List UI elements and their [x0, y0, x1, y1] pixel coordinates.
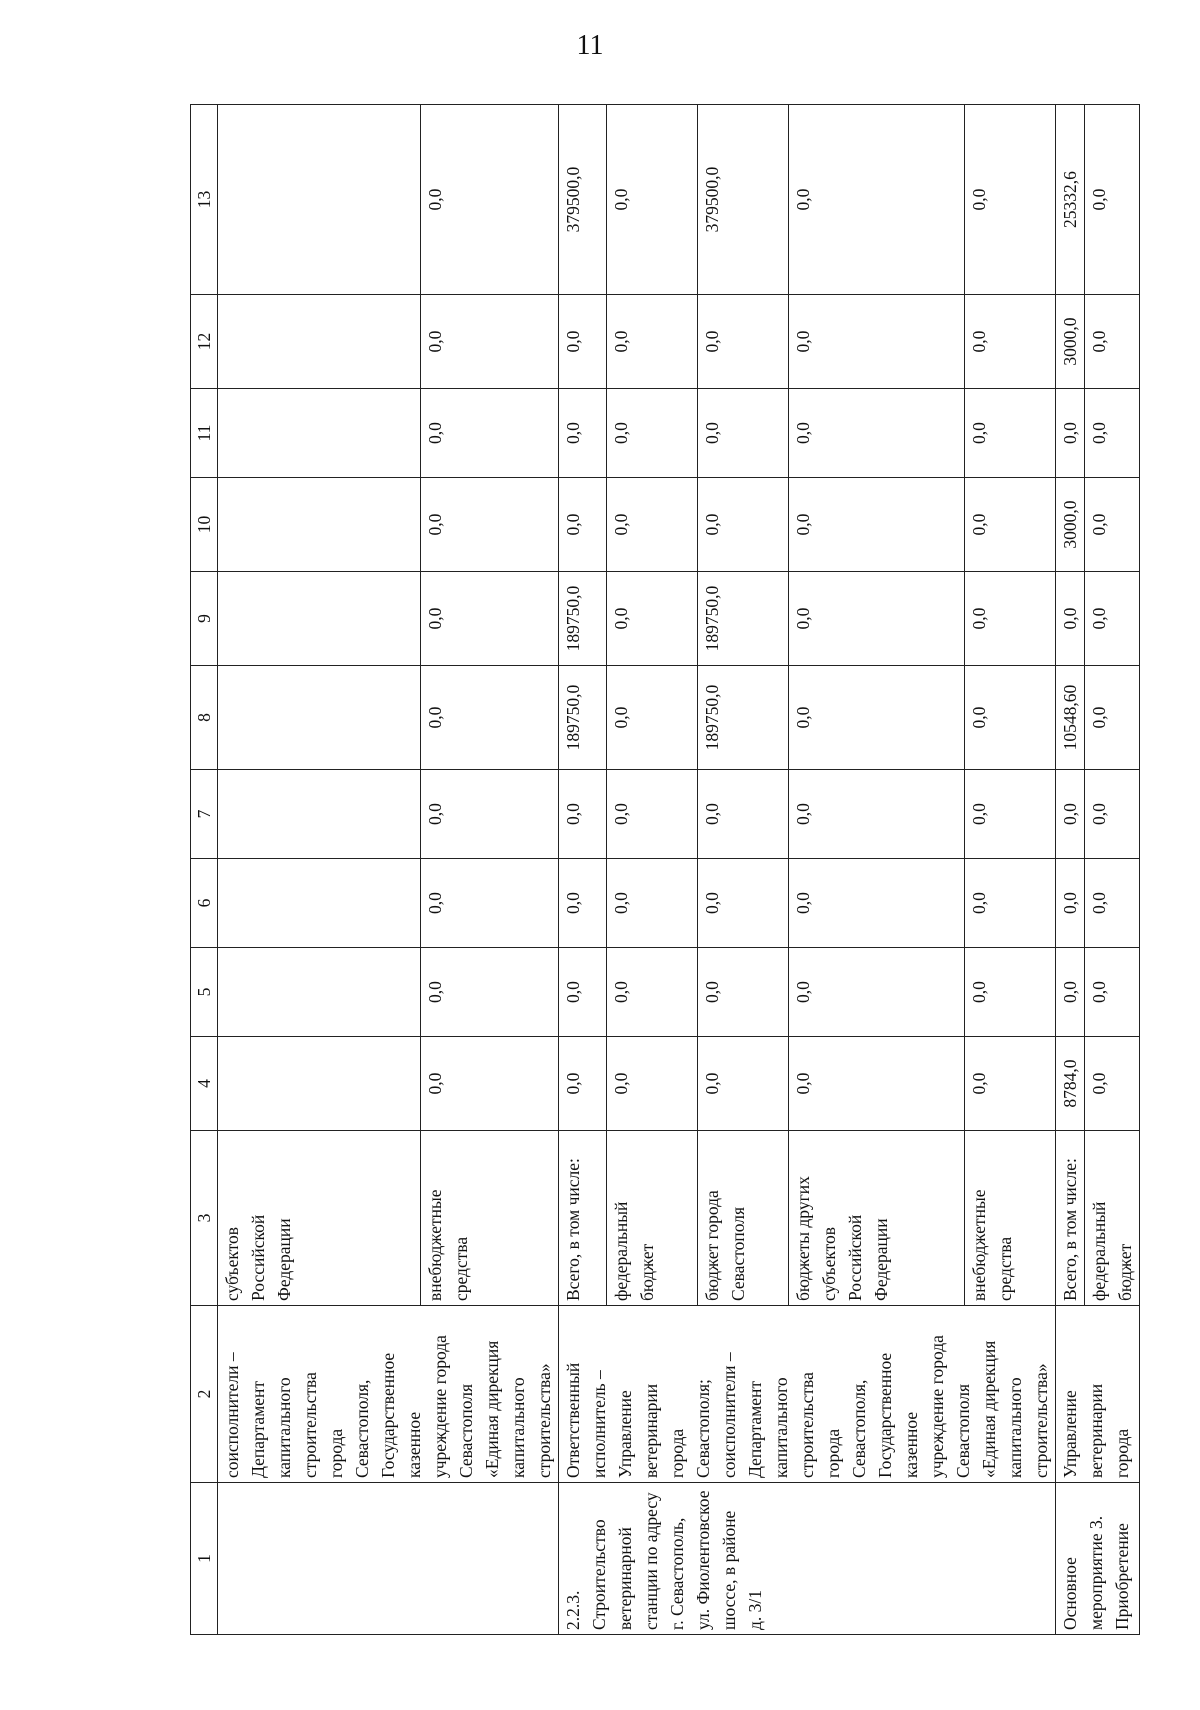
value-cell: 0,0 — [421, 666, 559, 770]
value-cell: 0,0 — [1085, 572, 1140, 666]
funding-source-cell: федеральный бюджет — [1085, 1131, 1140, 1306]
value-cell: 0,0 — [788, 859, 965, 948]
col-header: 9 — [191, 572, 218, 666]
rotated-table-wrapper — [190, 105, 1145, 1635]
value-cell: 0,0 — [559, 948, 607, 1037]
value-cell — [218, 666, 421, 770]
value-cell: 0,0 — [606, 295, 697, 389]
col-header: 2 — [191, 1306, 218, 1483]
col-header: 7 — [191, 770, 218, 859]
col-header: 5 — [191, 948, 218, 1037]
value-cell: 0,0 — [1056, 389, 1085, 478]
value-cell: 0,0 — [788, 572, 965, 666]
value-cell: 0,0 — [965, 859, 1056, 948]
value-cell: 0,0 — [606, 478, 697, 572]
value-cell: 0,0 — [697, 1037, 788, 1131]
value-cell: 0,0 — [559, 478, 607, 572]
col-header: 12 — [191, 295, 218, 389]
value-cell — [218, 948, 421, 1037]
value-cell: 0,0 — [697, 948, 788, 1037]
measure-name-cell — [218, 1483, 559, 1635]
value-cell: 0,0 — [965, 105, 1056, 295]
value-cell: 0,0 — [606, 948, 697, 1037]
value-cell: 0,0 — [559, 770, 607, 859]
value-cell: 0,0 — [421, 295, 559, 389]
value-cell: 0,0 — [606, 859, 697, 948]
value-cell: 0,0 — [1085, 859, 1140, 948]
value-cell: 0,0 — [421, 770, 559, 859]
value-cell: 0,0 — [788, 666, 965, 770]
value-cell: 379500,0 — [559, 105, 607, 295]
funding-source-cell: Всего, в том числе: — [559, 1131, 607, 1306]
page-number: 11 — [576, 30, 604, 61]
col-header: 1 — [191, 1483, 218, 1635]
value-cell: 0,0 — [965, 478, 1056, 572]
value-cell: 10548,60 — [1056, 666, 1085, 770]
measure-name-cell: 2.2.3. Строительство ветеринарной станции по адресу г. Севастополь, ул. Фиолентовское шоссе, в районе д. 3/1 — [559, 1483, 1056, 1635]
funding-source-cell: бюджет города Севастополя — [697, 1131, 788, 1306]
value-cell: 0,0 — [559, 295, 607, 389]
value-cell: 0,0 — [965, 572, 1056, 666]
value-cell: 0,0 — [965, 389, 1056, 478]
col-header: 11 — [191, 389, 218, 478]
col-header: 6 — [191, 859, 218, 948]
value-cell: 0,0 — [788, 478, 965, 572]
value-cell: 0,0 — [965, 1037, 1056, 1131]
value-cell: 3000,0 — [1056, 478, 1085, 572]
value-cell: 0,0 — [965, 666, 1056, 770]
funding-source-cell: субъектов Российской Федерации — [218, 1131, 421, 1306]
value-cell: 0,0 — [788, 105, 965, 295]
value-cell — [218, 1037, 421, 1131]
value-cell: 0,0 — [788, 389, 965, 478]
value-cell: 0,0 — [1056, 859, 1085, 948]
value-cell: 0,0 — [421, 859, 559, 948]
table-row — [218, 105, 421, 1635]
value-cell: 0,0 — [606, 105, 697, 295]
value-cell: 0,0 — [606, 389, 697, 478]
value-cell: 0,0 — [421, 478, 559, 572]
value-cell: 0,0 — [606, 1037, 697, 1131]
value-cell: 0,0 — [1056, 948, 1085, 1037]
col-header: 3 — [191, 1131, 218, 1306]
value-cell: 3000,0 — [1056, 295, 1085, 389]
value-cell: 0,0 — [788, 948, 965, 1037]
value-cell: 0,0 — [421, 948, 559, 1037]
value-cell — [218, 859, 421, 948]
value-cell: 0,0 — [1085, 948, 1140, 1037]
table-row — [1056, 105, 1085, 1635]
value-cell — [218, 295, 421, 389]
header-row — [191, 105, 218, 1635]
value-cell: 379500,0 — [697, 105, 788, 295]
table-body — [218, 105, 1140, 1635]
value-cell: 189750,0 — [697, 666, 788, 770]
funding-source-cell: внебюджетные средства — [965, 1131, 1056, 1306]
value-cell: 0,0 — [1085, 389, 1140, 478]
value-cell: 25332,6 — [1056, 105, 1085, 295]
funding-source-cell: Всего, в том числе: — [1056, 1131, 1085, 1306]
value-cell: 0,0 — [788, 295, 965, 389]
value-cell: 0,0 — [559, 389, 607, 478]
value-cell: 0,0 — [965, 295, 1056, 389]
value-cell: 0,0 — [965, 770, 1056, 859]
value-cell: 0,0 — [421, 389, 559, 478]
funding-source-cell: федеральный бюджет — [606, 1131, 697, 1306]
value-cell: 8784,0 — [1056, 1037, 1085, 1131]
executor-cell: Ответственный исполнитель – Управление ветеринарии города Севастополя; соисполнители – Департамент капитального строительства города Севастополя, Государственное казенное учреждение города Севастополя «Единая дирекция капитального строительства» — [559, 1306, 1056, 1483]
value-cell: 0,0 — [559, 859, 607, 948]
executor-cell: соисполнители – Департамент капитального строительства города Севастополя, Государственное казенное учреждение города Севастополя «Единая дирекция капитального строительства» — [218, 1306, 559, 1483]
value-cell: 0,0 — [788, 1037, 965, 1131]
value-cell: 0,0 — [606, 770, 697, 859]
value-cell: 0,0 — [421, 105, 559, 295]
col-header: 13 — [191, 105, 218, 295]
value-cell: 0,0 — [1056, 770, 1085, 859]
value-cell: 0,0 — [697, 478, 788, 572]
value-cell: 0,0 — [965, 948, 1056, 1037]
value-cell: 0,0 — [1085, 478, 1140, 572]
value-cell: 0,0 — [697, 859, 788, 948]
value-cell: 0,0 — [788, 770, 965, 859]
value-cell: 189750,0 — [559, 572, 607, 666]
value-cell: 0,0 — [697, 770, 788, 859]
value-cell: 189750,0 — [559, 666, 607, 770]
value-cell: 0,0 — [1085, 666, 1140, 770]
value-cell — [218, 572, 421, 666]
value-cell — [218, 105, 421, 295]
value-cell: 0,0 — [606, 666, 697, 770]
col-header: 4 — [191, 1037, 218, 1131]
value-cell: 189750,0 — [697, 572, 788, 666]
value-cell: 0,0 — [1056, 572, 1085, 666]
value-cell: 0,0 — [559, 1037, 607, 1131]
value-cell — [218, 389, 421, 478]
value-cell: 0,0 — [421, 572, 559, 666]
budget-table — [190, 104, 1140, 1635]
funding-source-cell: бюджеты других субъектов Российской Федерации — [788, 1131, 965, 1306]
funding-source-cell: внебюджетные средства — [421, 1131, 559, 1306]
value-cell — [218, 770, 421, 859]
value-cell: 0,0 — [1085, 1037, 1140, 1131]
value-cell: 0,0 — [606, 572, 697, 666]
executor-cell: Управление ветеринарии города — [1056, 1306, 1140, 1483]
value-cell: 0,0 — [1085, 770, 1140, 859]
col-header: 10 — [191, 478, 218, 572]
value-cell — [218, 478, 421, 572]
value-cell: 0,0 — [421, 1037, 559, 1131]
value-cell: 0,0 — [1085, 295, 1140, 389]
col-header: 8 — [191, 666, 218, 770]
value-cell: 0,0 — [1085, 105, 1140, 295]
table-row — [559, 105, 607, 1635]
value-cell: 0,0 — [697, 389, 788, 478]
value-cell: 0,0 — [697, 295, 788, 389]
measure-name-cell: Основное мероприятие 3. Приобретение — [1056, 1483, 1140, 1635]
